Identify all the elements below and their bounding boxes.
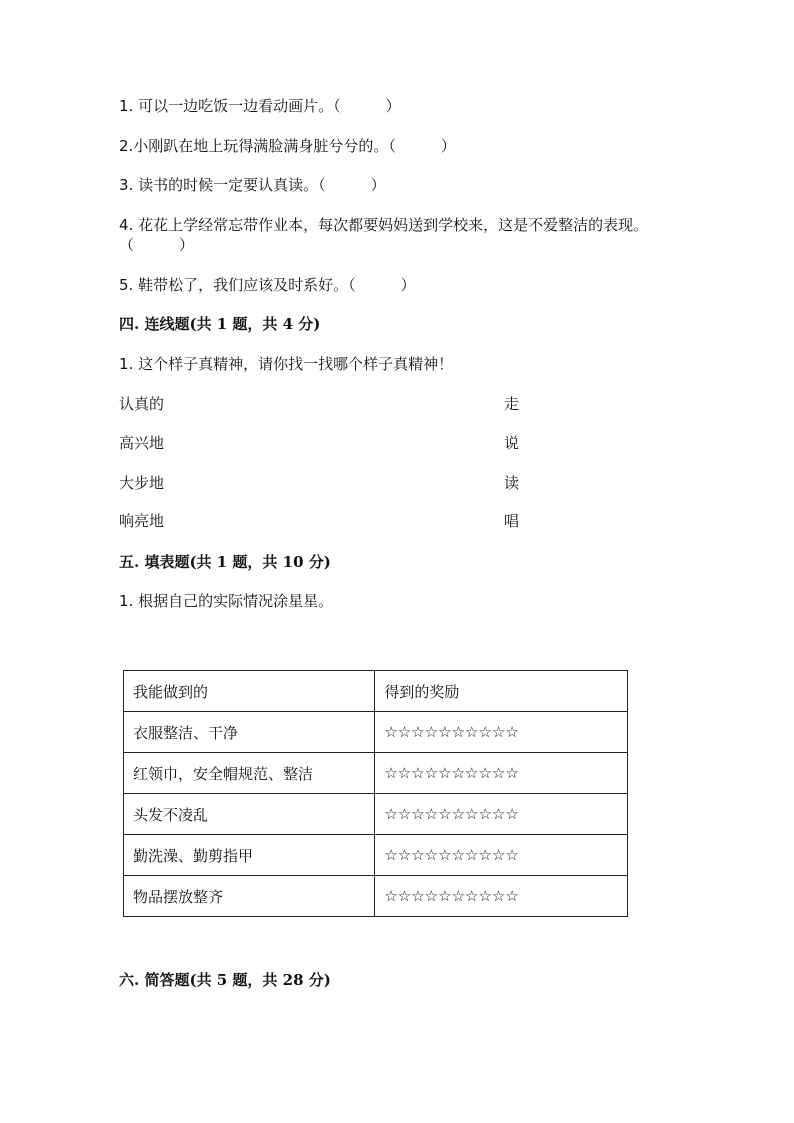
table-row <box>124 835 628 876</box>
table-cell-behavior: 勤洗澡、勤剪指甲 <box>124 835 375 876</box>
table-header-row <box>124 671 628 712</box>
match-left-item: 响亮地 <box>119 512 165 530</box>
match-left-item: 认真的 <box>119 395 165 413</box>
section-6-heading: 六. 简答题(共 5 题，共 28 分) <box>119 971 331 989</box>
table-cell-stars[interactable]: ☆☆☆☆☆☆☆☆☆☆ <box>375 876 628 917</box>
section-4-heading: 四. 连线题(共 1 题，共 4 分) <box>119 315 321 333</box>
question-2: 2.小刚趴在地上玩得满脸满身脏兮兮的。（ ） <box>119 137 456 155</box>
match-right-item: 走 <box>504 395 520 413</box>
match-left-item: 大步地 <box>119 474 165 492</box>
table-cell-behavior: 头发不凌乱 <box>124 794 375 835</box>
section-5-heading: 五. 填表题(共 1 题，共 10 分) <box>119 553 331 571</box>
question-5: 5. 鞋带松了，我们应该及时系好。（ ） <box>119 276 416 294</box>
table-row <box>124 753 628 794</box>
match-right-item: 说 <box>504 434 520 452</box>
table-row <box>124 876 628 917</box>
table-cell-stars[interactable]: ☆☆☆☆☆☆☆☆☆☆ <box>375 835 628 876</box>
table-row <box>124 794 628 835</box>
table-cell-behavior: 红领巾，安全帽规范、整洁 <box>124 753 375 794</box>
table-header-cell: 得到的奖励 <box>375 671 628 712</box>
match-left-item: 高兴地 <box>119 434 165 452</box>
table-cell-stars[interactable]: ☆☆☆☆☆☆☆☆☆☆ <box>375 794 628 835</box>
table-cell-stars[interactable]: ☆☆☆☆☆☆☆☆☆☆ <box>375 712 628 753</box>
question-1: 1. 可以一边吃饭一边看动画片。（ ） <box>119 97 401 115</box>
table-cell-stars[interactable]: ☆☆☆☆☆☆☆☆☆☆ <box>375 753 628 794</box>
table-cell-behavior: 衣服整洁、干净 <box>124 712 375 753</box>
reward-table <box>123 670 628 917</box>
section-5-question: 1. 根据自己的实际情况涂星星。 <box>119 592 334 610</box>
match-right-item: 读 <box>504 474 520 492</box>
question-3: 3. 读书的时候一定要认真读。（ ） <box>119 176 386 194</box>
table-row <box>124 712 628 753</box>
match-right-item: 唱 <box>504 512 520 530</box>
section-4-question: 1. 这个样子真精神，请你找一找哪个样子真精神！ <box>119 355 454 373</box>
table-header-cell: 我能做到的 <box>124 671 375 712</box>
table-cell-behavior: 物品摆放整齐 <box>124 876 375 917</box>
question-4: 4. 花花上学经常忘带作业本，每次都要妈妈送到学校来，这是不爱整洁的表现。（ ） <box>119 216 649 254</box>
